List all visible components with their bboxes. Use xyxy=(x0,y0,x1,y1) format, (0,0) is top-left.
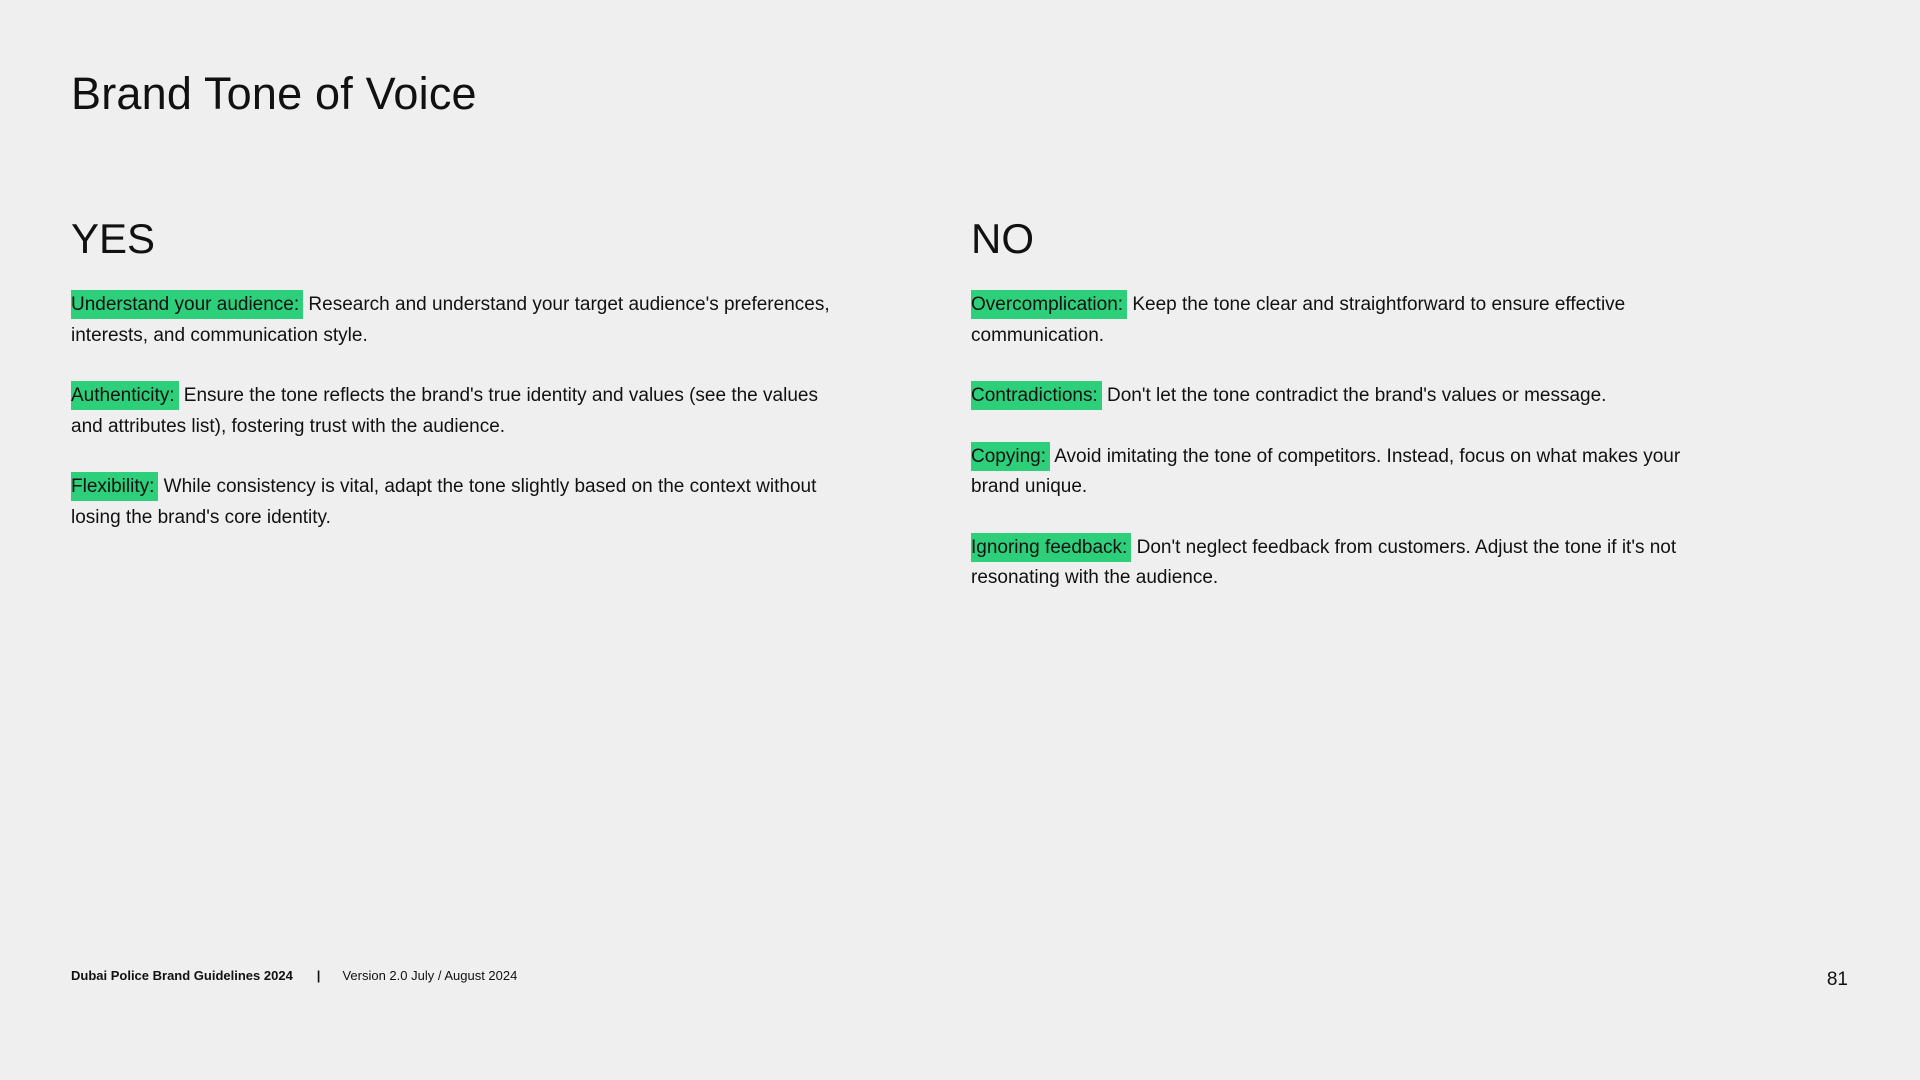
yes-item-flexibility xyxy=(71,472,831,533)
footer xyxy=(71,966,517,986)
no-item-overcomplication xyxy=(971,290,1731,351)
item-text: Ensure the tone reflects the brand's true identity and values (see the values and attributes list), fostering trust with the audience. xyxy=(71,385,818,437)
yes-list xyxy=(71,290,831,533)
footer-version: Version 2.0 July / August 2024 xyxy=(342,968,518,983)
highlight-label: Overcomplication: xyxy=(971,290,1127,319)
item-text: Keep the tone clear and straightforward to ensure effective communication. xyxy=(971,294,1626,346)
yes-heading: YES xyxy=(71,215,156,262)
highlight-label: Contradictions: xyxy=(971,381,1102,410)
no-item-copying xyxy=(971,442,1731,503)
no-list xyxy=(971,290,1731,594)
page-title: Brand Tone of Voice xyxy=(71,68,477,119)
highlight-label: Flexibility: xyxy=(71,472,158,501)
no-column xyxy=(971,212,1731,624)
item-text: Research and understand your target audience's preferences, interests, and communication style. xyxy=(71,294,830,346)
yes-column xyxy=(71,212,831,563)
yes-item-authenticity xyxy=(71,381,831,442)
item-text: Don't neglect feedback from customers. Adjust the tone if it's not resonating with the audience. xyxy=(971,536,1677,588)
page-number: 81 xyxy=(1826,969,1848,990)
no-item-ignoring-feedback xyxy=(971,533,1731,594)
no-item-contradictions xyxy=(971,381,1731,412)
yes-item-audience xyxy=(71,290,831,351)
footer-guide-title: Dubai Police Brand Guidelines 2024 xyxy=(71,968,293,983)
footer-separator: | xyxy=(316,968,321,983)
no-heading: NO xyxy=(971,215,1034,262)
item-text: Don't let the tone contradict the brand's values or message. xyxy=(1101,385,1607,406)
item-text: Avoid imitating the tone of competitors. Instead, focus on what makes your brand unique. xyxy=(971,445,1681,497)
highlight-label: Copying: xyxy=(971,442,1050,471)
highlight-label: Authenticity: xyxy=(71,381,179,410)
item-text: While consistency is vital, adapt the tone slightly based on the context without losing the brand's core identity. xyxy=(71,476,817,528)
highlight-label: Understand your audience: xyxy=(71,290,303,319)
highlight-label: Ignoring feedback: xyxy=(971,533,1131,562)
